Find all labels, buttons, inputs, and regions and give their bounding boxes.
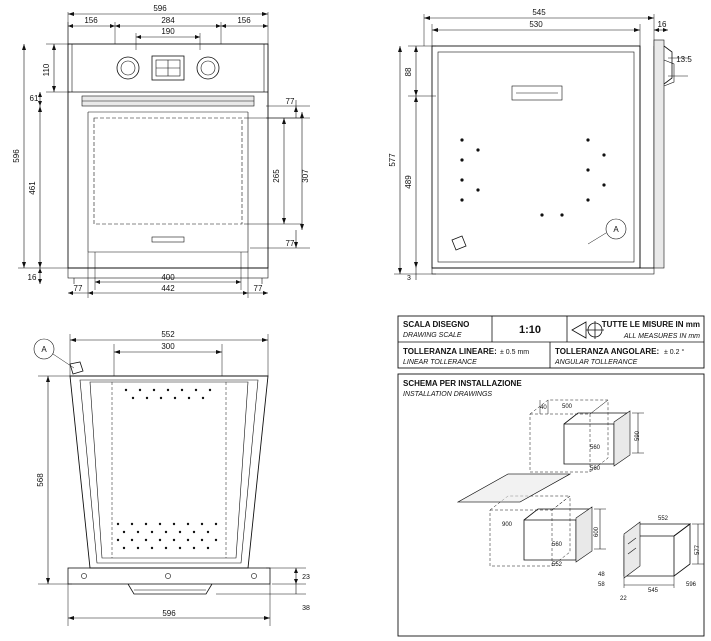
dim-600: 600 (594, 526, 600, 538)
dim-58: 58 (598, 582, 605, 588)
projection-symbol-icon (572, 321, 604, 339)
dim-23: 23 (302, 574, 310, 581)
dim-77-top: 77 (285, 97, 295, 106)
angular-tol-value: ± 0.2 ° (664, 349, 685, 356)
install-label-it: SCHEMA PER INSTALLAZIONE (403, 379, 522, 388)
scale-value: 1:10 (518, 324, 542, 336)
dim-552-iso: 552 (658, 516, 669, 522)
dim-596-left: 596 (12, 149, 21, 163)
dim-545-iso: 545 (648, 588, 659, 594)
linear-tol-en: LINEAR TOLLERANCE (403, 359, 477, 366)
dim-300: 300 (161, 342, 175, 351)
install-iso-lower (458, 474, 606, 568)
dim-568: 568 (36, 473, 45, 487)
dim-88: 88 (404, 67, 413, 77)
dim-400: 400 (161, 273, 175, 282)
dim-596-bottom: 596 (162, 609, 176, 618)
dim-545: 545 (532, 8, 546, 17)
dim-16: 16 (27, 273, 37, 282)
linear-tol-value: ± 0.5 mm (500, 349, 530, 356)
dim-461: 461 (28, 181, 37, 195)
dim-77-bottom: 77 (285, 239, 295, 248)
dim-77-br: 77 (253, 284, 263, 293)
top-view (0, 318, 350, 641)
dim-13-5: 13.5 (676, 55, 692, 64)
dim-38: 38 (302, 605, 310, 612)
install-label-en: INSTALLATION DRAWINGS (403, 391, 493, 398)
dim-577: 577 (388, 153, 397, 167)
dim-16-side: 16 (657, 20, 667, 29)
dim-61: 61 (29, 94, 39, 103)
dim-156-left: 156 (84, 16, 98, 25)
dim-110: 110 (42, 63, 51, 77)
dim-596-iso: 596 (686, 582, 697, 588)
scale-label-en: DRAWING SCALE (403, 332, 462, 339)
dim-442: 442 (161, 284, 175, 293)
detail-mark-a-top: A (41, 345, 47, 354)
title-block-and-installation (392, 314, 711, 641)
dim-560b: 560 (590, 466, 601, 472)
side-section-view (388, 0, 711, 310)
dim-500: 500 (562, 404, 573, 410)
install-iso-upper (530, 400, 644, 472)
dim-577-iso: 577 (695, 544, 701, 556)
dim-40: 40 (540, 405, 547, 411)
dim-77-bl: 77 (73, 284, 83, 293)
scale-label-it: SCALA DISEGNO (403, 320, 470, 329)
angular-tol-it: TOLLERANZA ANGOLARE: (555, 347, 660, 356)
detail-mark-a-side: A (613, 225, 619, 234)
units-en: ALL MEASURES IN mm (623, 333, 700, 340)
dim-560d: 552 (552, 562, 563, 568)
dim-22: 22 (620, 596, 627, 602)
dim-190: 190 (161, 27, 175, 36)
dim-3: 3 (407, 275, 411, 282)
dim-265: 265 (272, 169, 281, 183)
install-iso-appliance (598, 516, 704, 602)
dim-489: 489 (404, 175, 413, 189)
dim-560c: 560 (552, 542, 563, 548)
dim-48: 48 (598, 572, 605, 578)
dim-552: 552 (161, 330, 175, 339)
dim-590: 590 (635, 430, 641, 442)
dim-530: 530 (529, 20, 543, 29)
angular-tol-en: ANGULAR TOLLERANCE (555, 359, 638, 366)
dim-900: 900 (502, 522, 513, 528)
dim-156-right: 156 (237, 16, 251, 25)
dim-560a: 560 (590, 445, 601, 451)
dim-596-top: 596 (153, 4, 167, 13)
linear-tol-it: TOLLERANZA LINEARE: (403, 347, 497, 356)
dim-284: 284 (161, 16, 175, 25)
units-it: TUTTE LE MISURE IN mm (601, 320, 700, 329)
dim-307: 307 (301, 169, 310, 183)
front-view (0, 0, 350, 310)
